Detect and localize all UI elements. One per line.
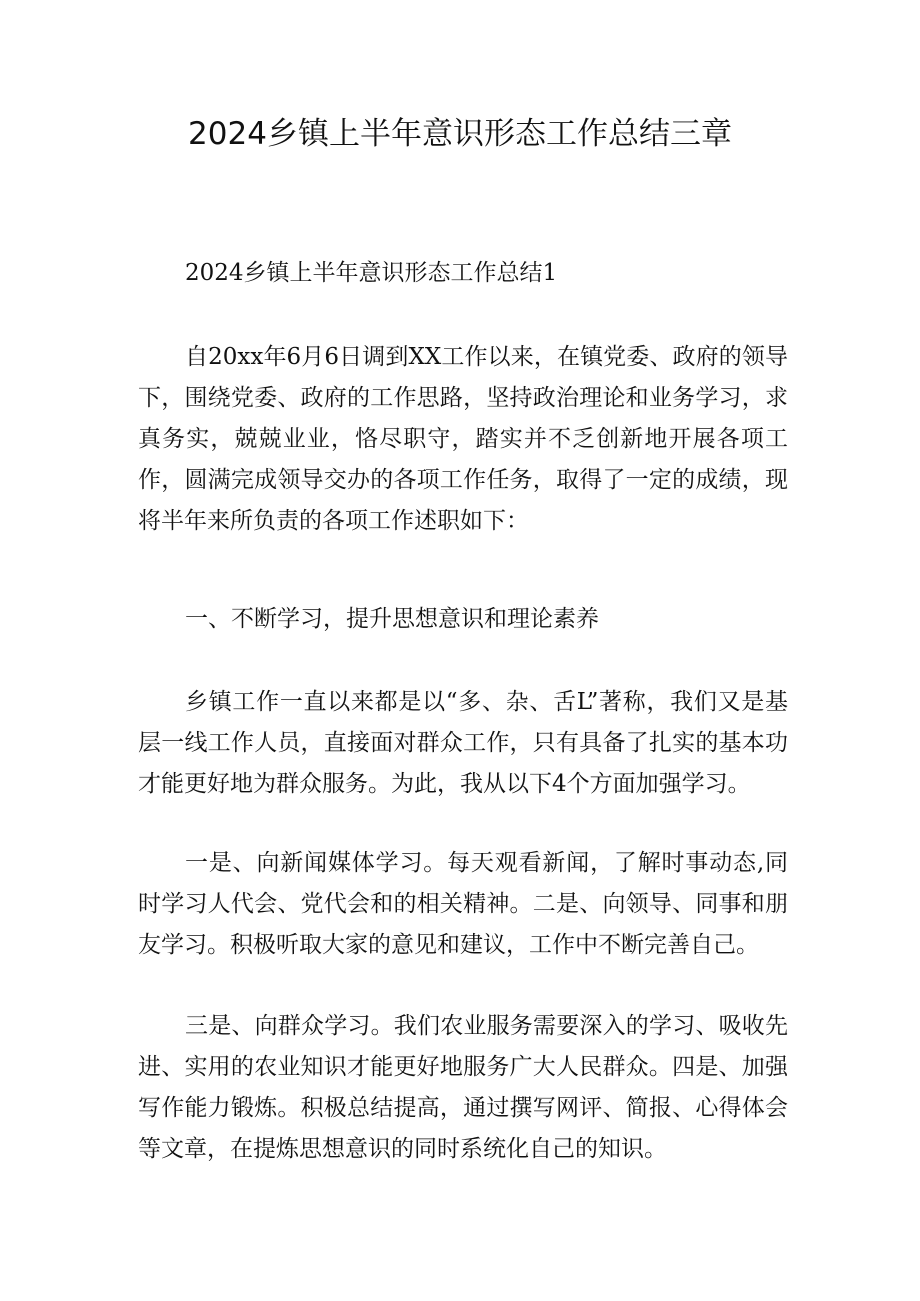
body-paragraph-3: 三是、向群众学习。我们农业服务需要深入的学习、吸收先进、实用的农业知识才能更好地服务广大人民群众。四是、加强写作能力锻炼。积极总结提高，通过撰写网评、简报、心得体会等文章，在提炼思想意识的同时系统化自己的知识。 [138,1013,788,1162]
body-paragraph-1: 乡镇工作一直以来都是以“多、杂、舌L”著称，我们又是基层一线工作人员，直接面对群众工作，只有具备了扎实的基本功才能更好地为群众服务。为此，我从以下4个方面加强学习。 [138,689,788,797]
document-title: 2024乡镇上半年意识形态工作总结三章 [188,116,732,152]
section-subtitle: 2024乡镇上半年意识形态工作总结1 [185,260,558,286]
body-paragraph-2: 一是、向新闻媒体学习。每天观看新闻，了解时事动态,同时学习人代会、党代会和的相关精神。二是、向领导、同事和朋友学习。积极听取大家的意见和建议，工作中不断完善自己。 [138,850,788,958]
section-heading-1: 一、不断学习，提升思想意识和理论素养 [185,606,599,632]
intro-paragraph: 自20xx年6月6日调到XX工作以来，在镇党委、政府的领导下，围绕党委、政府的工作思路，坚持政治理论和业务学习，求真务实，兢兢业业，恪尽职守，踏实并不乏创新地开展各项工作，圆满完成领导交办的各项工作任务，取得了一定的成绩，现将半年来所负责的各项工作述职如下： [138,344,788,534]
